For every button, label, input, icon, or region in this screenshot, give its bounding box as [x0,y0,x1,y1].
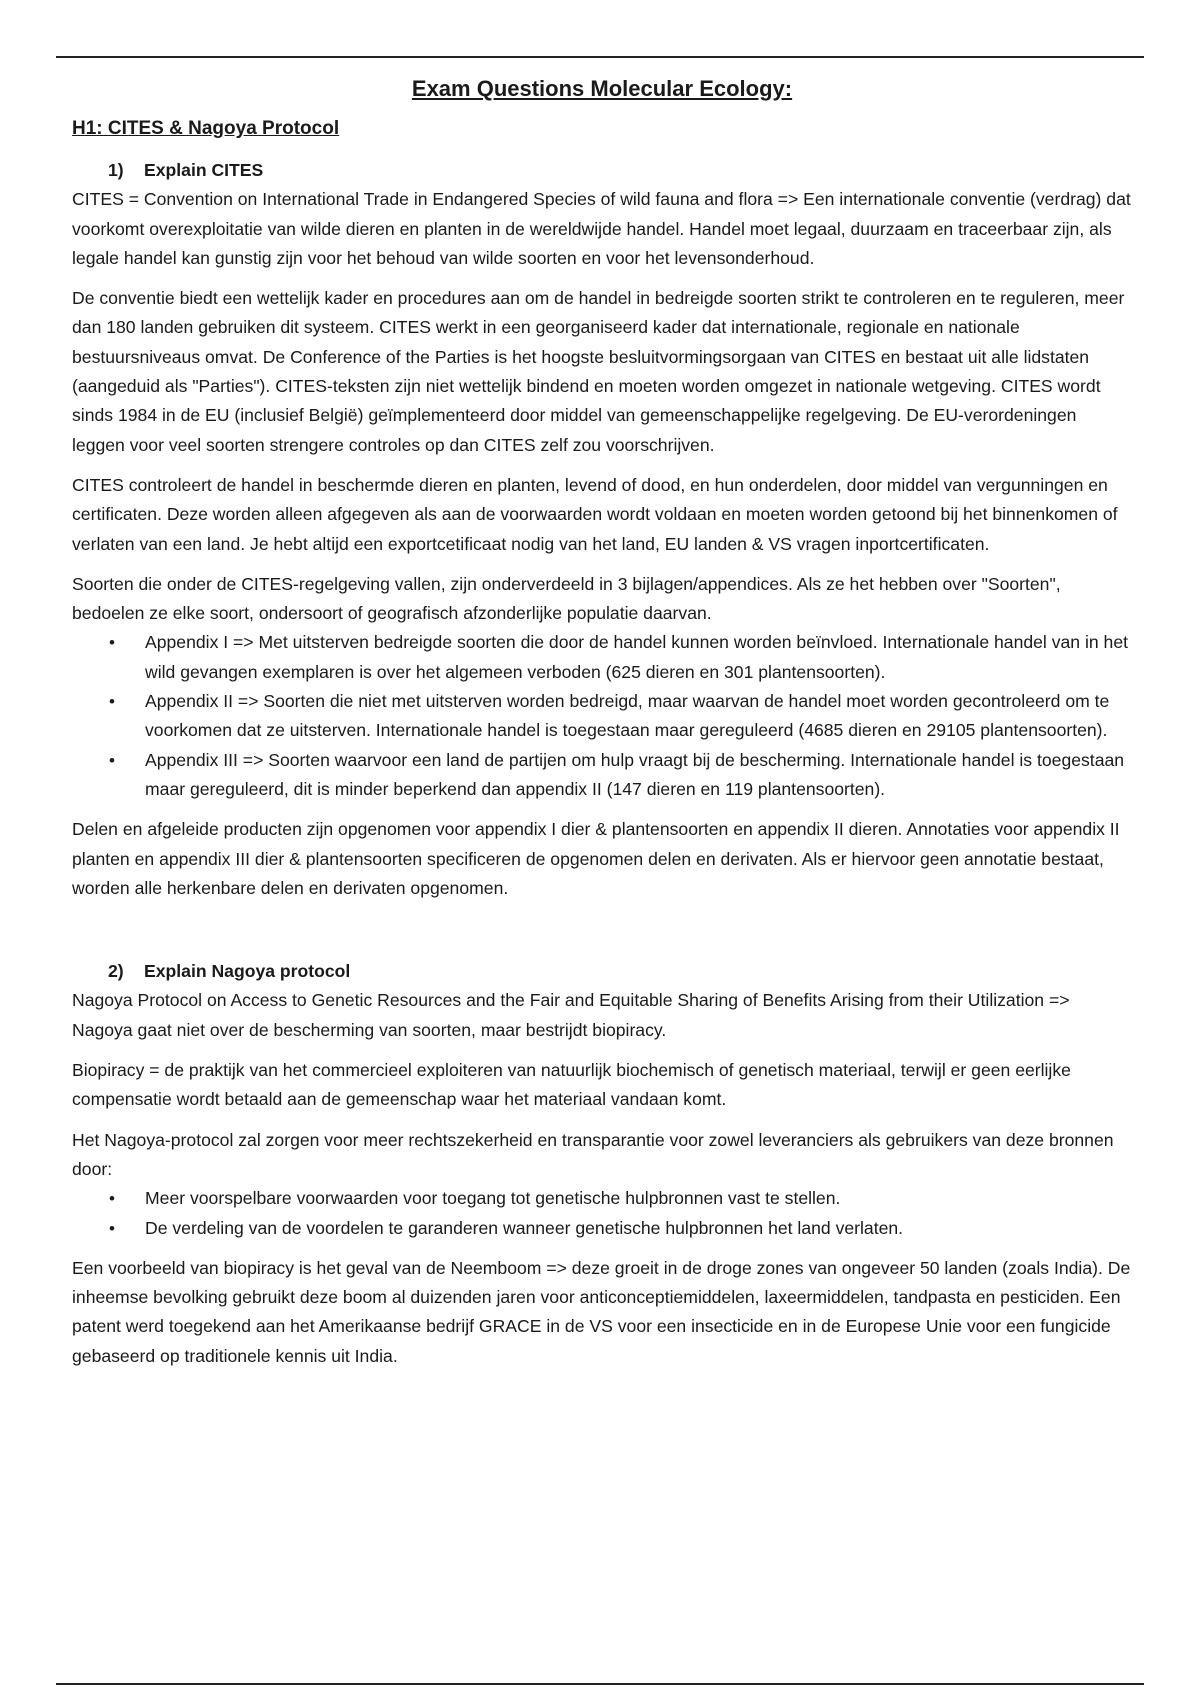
list-item-text: Meer voorspelbare voorwaarden voor toegang tot genetische hulpbronnen vast te stellen. [145,1188,841,1209]
q2-paragraph-1: Nagoya Protocol on Access to Genetic Resources and the Fair and Equitable Sharing of Benefits Arising from their Utilization => Nagoya gaat niet over de bescherming van soorten, maar bestrijdt biopiracy. [72,990,1070,1040]
q1-paragraph-4: Soorten die onder de CITES-regelgeving vallen, zijn onderverdeeld in 3 bijlagen/appendices. Als ze het hebben over "Soorten", bedoelen ze elke soort, ondersoort of geografisch afzonderlijke populatie daarvan. [72,573,1061,624]
question-1-heading [72,156,1132,185]
chapter-title: H1: CITES & Nagoya Protocol [72,118,340,139]
bullet-icon: • [109,750,115,770]
q1-appendix-list [72,628,1132,804]
bullet-icon: • [109,692,115,712]
question-2-title: Explain Nagoya protocol [144,961,351,982]
q1-paragraph-2: De conventie biedt een wettelijk kader en procedures aan om de handel in bedreigde soorten strikt te controleren en te reguleren, meer dan 180 landen gebruiken dit systeem. CITES werkt in een georganiseerd kader dat internationale, regionale en nationale bestuursniveaus omvat. De Conference of the Parties is het hoogste besluitvormingsorgaan van CITES en bestaat uit alle lidstaten (aangeduid als "Parties"). CITES-teksten zijn niet wettelijk bindend en moeten worden omgezet in nationale wetgeving. CITES wordt sinds 1984 in de EU (inclusief België) geïmplementeerd door middel van gemeenschappelijke regelgeving. De EU-verordeningen leggen voor veel soorten strengere controles op dan CITES zelf zou voorschrijven. [72,288,1125,455]
document-title: Exam Questions Molecular Ecology: [411,76,793,101]
question-1-title: Explain CITES [144,160,264,180]
list-item [72,1214,1132,1243]
top-rule [56,56,1144,58]
list-item-text: Appendix I => Met uitsterven bedreigde soorten die door de handel kunnen worden beïnvloed. Internationale handel van in het wild gevangen exemplaren is over het algemeen verboden (625 dieren en 301 plantensoorten). [145,632,1129,682]
bullet-icon: • [109,633,115,653]
bullet-icon: • [109,1218,115,1238]
list-item-text: De verdeling van de voordelen te garanderen wanneer genetische hulpbronnen het land verlaten. [145,1217,904,1238]
list-item [72,746,1132,805]
q2-paragraph-4: Een voorbeeld van biopiracy is het geval van de Neemboom => deze groeit in de droge zones van ongeveer 50 landen (zoals India). De inheemse bevolking gebruikt deze boom al duizenden jaren voor anticonceptiemiddelen, laxeermiddelen, tandpasta en pesticiden. Een patent werd toegekend aan het Amerikaanse bedrijf GRACE in de VS voor een insecticide en in de Europese Unie voor een fungicide gebaseerd op traditionele kennis uit India. [72,1257,1131,1366]
section-spacer [72,914,1132,957]
list-item [72,628,1132,687]
list-item-text: Appendix III => Soorten waarvoor een land de partijen om hulp vraagt bij de bescherming. Internationale handel is toegestaan maar gereguleerd, dit is minder beperkend dan appendix II (147 dieren en 119 plantensoorten). [145,749,1125,799]
document-content [72,74,1132,1382]
question-2-number: 2) [108,961,124,982]
bottom-rule [56,1683,1144,1685]
question-2-heading [72,957,1132,986]
q1-paragraph-3: CITES controleert de handel in beschermde dieren en planten, levend of dood, en hun onderdelen, door middel van vergunningen en certificaten. Deze worden alleen afgegeven als aan de voorwaarden wordt voldaan en moeten worden getoond bij het binnenkomen of verlaten van een land. Je hebt altijd een exportcetificaat nodig van het land, EU landen & VS vragen inportcertificaten. [72,474,1118,554]
q2-paragraph-2: Biopiracy = de praktijk van het commercieel exploiteren van natuurlijk biochemisch of genetisch materiaal, terwijl er geen eerlijke compensatie wordt betaald aan de gemeenschap waar het materiaal vandaan komt. [72,1060,1071,1110]
q1-paragraph-5: Delen en afgeleide producten zijn opgenomen voor appendix I dier & plantensoorten en appendix II dieren. Annotaties voor appendix II planten en appendix III dier & plantensoorten specificeren de opgenomen delen en derivaten. Als er hiervoor geen annotatie bestaat, worden alle herkenbare delen en derivaten opgenomen. [72,819,1120,898]
question-1-number: 1) [108,160,124,180]
list-item-text: Appendix II => Soorten die niet met uitsterven worden bedreigd, maar waarvan de handel moet worden gecontroleerd om te voorkomen dat ze uitsterven. Internationale handel is toegestaan maar gereguleerd (4685 dieren en 29105 plantensoorten). [145,691,1110,741]
q2-measures-list [72,1184,1132,1243]
list-item [72,1184,1132,1213]
q2-paragraph-3: Het Nagoya-protocol zal zorgen voor meer rechtszekerheid en transparantie voor zowel leveranciers als gebruikers van deze bronnen door: [72,1129,1114,1179]
list-item [72,687,1132,746]
bullet-icon: • [109,1189,115,1209]
q1-paragraph-1: CITES = Convention on International Trade in Endangered Species of wild fauna and flora => Een internationale conventie (verdrag) dat voorkomt overexploitatie van wilde dieren en planten in de wereldwijde handel. Handel moet legaal, duurzaam en traceerbaar zijn, als legale handel kan gunstig zijn voor het behoud van wilde soorten en voor het levensonderhoud. [72,189,1131,268]
